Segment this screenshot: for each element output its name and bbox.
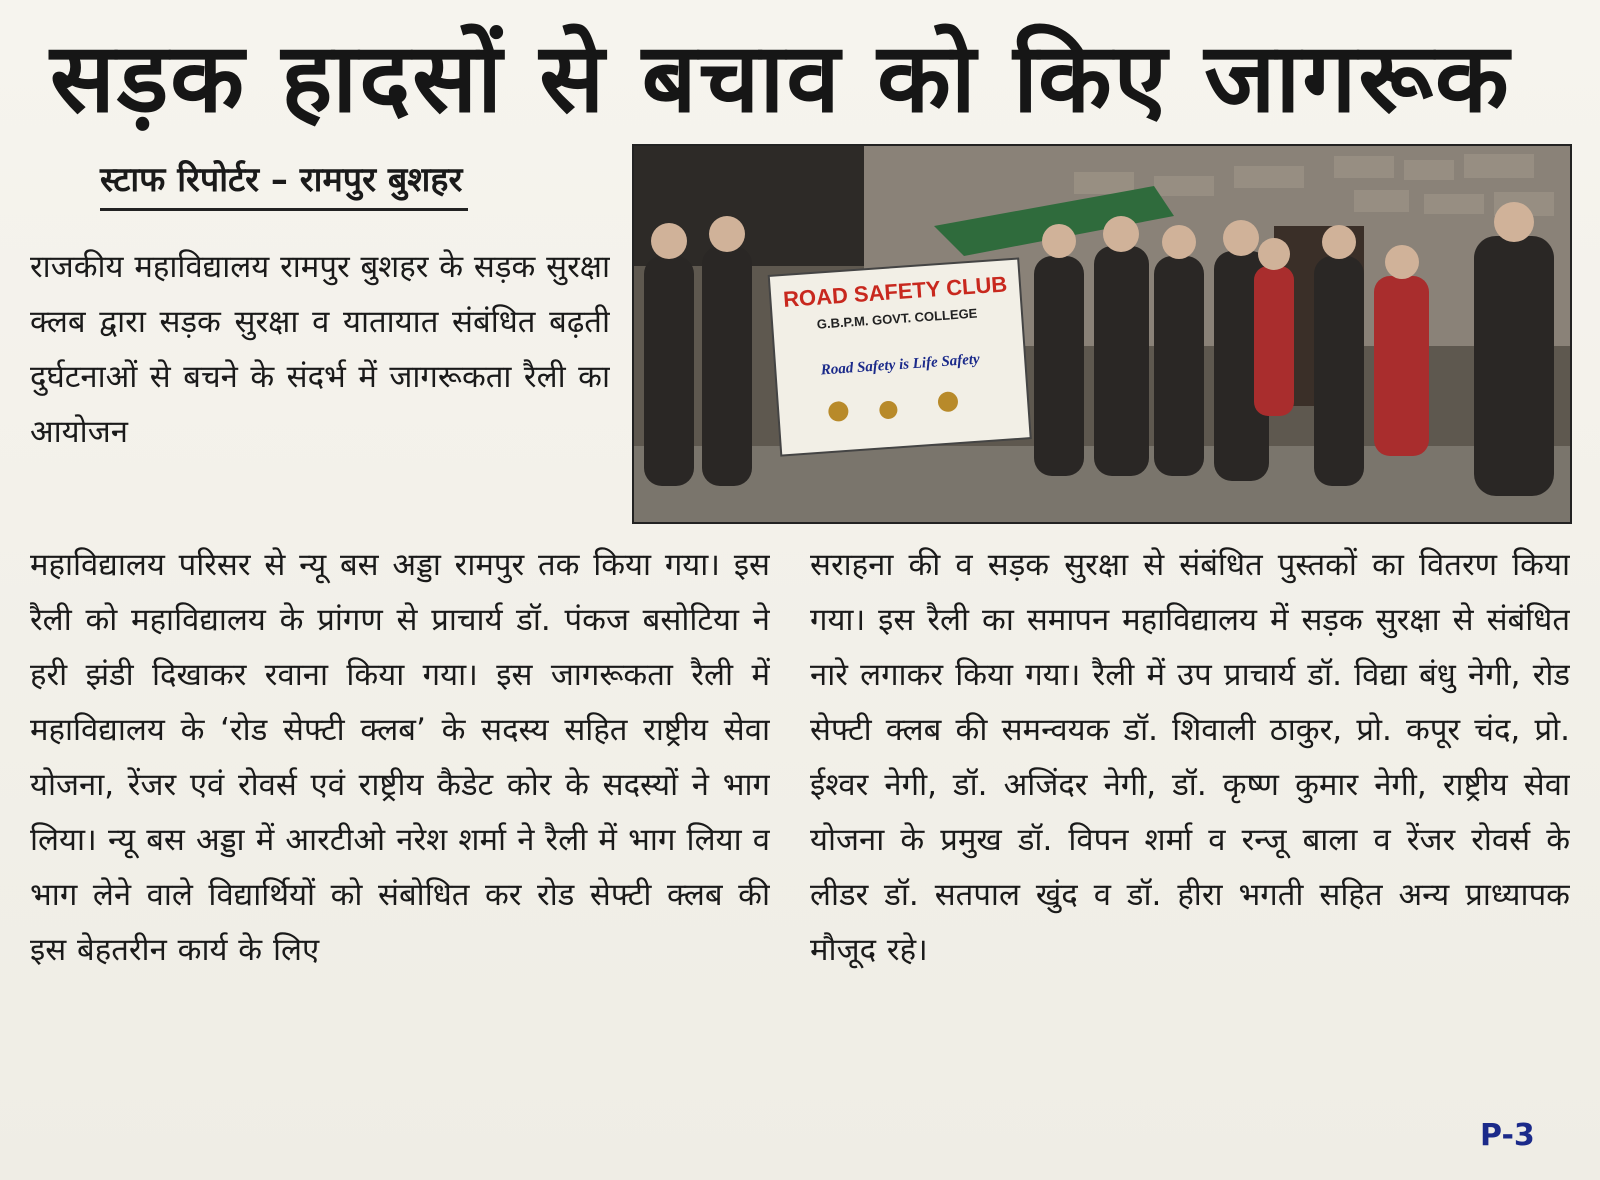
banner-college: G.B.P.M. GOVT. COLLEGE (816, 305, 978, 332)
headline: सड़क हादसों से बचाव को किए जागरूक (50, 22, 1511, 134)
rally-photo-illustration (634, 146, 1570, 522)
article-body-left-top: राजकीय महाविद्यालय रामपुर बुशहर के सड़क सुरक्षा क्लब द्वारा सड़क सुरक्षा व यातायात संबंधित बढ़ती दुर्घटनाओं से बचने के संदर्भ में जागरूकता रैली का आयोजन (30, 249, 610, 450)
banner-slogan: Road Safety is Life Safety (820, 351, 981, 379)
handwritten-page-mark: P-3 (1480, 1118, 1535, 1153)
article-body-left-bottom: महाविद्यालय परिसर से न्यू बस अड्डा रामपुर तक किया गया। इस रैली को महाविद्यालय के प्रांगण से प्राचार्य डॉ. पंकज बसोटिया ने हरी झंडी दिखाकर रवाना किया गया। इस जागरूकता रैली में महाविद्यालय के ‘रोड सेफ्टी क्लब’ के सदस्य सहित राष्ट्रीय सेवा योजना, रेंजर एवं रोवर्स एवं राष्ट्रीय कैडेट कोर के सदस्यों ने भाग लिया। न्यू बस अड्डा में आरटीओ नरेश शर्मा ने रैली में भाग लिया व भाग लेने वाले विद्यार्थियों को संबोधित कर रोड सेफ्टी क्लब की इस बेहतरीन कार्य के लिए (30, 547, 770, 968)
rally-photo (632, 144, 1572, 524)
banner-title: ROAD SAFETY CLUB (782, 271, 1009, 312)
byline: स्टाफ रिपोर्टर – रामपुर बुशहर (100, 152, 468, 211)
article-body-right: सराहना की व सड़क सुरक्षा से संबंधित पुस्तकों का वितरण किया गया। इस रैली का समापन महाविद्यालय में सड़क सुरक्षा से संबंधित नारे लगाकर किया गया। रैली में उप प्राचार्य डॉ. विद्या बंधु नेगी, रोड सेफ्टी क्लब की समन्वयक डॉ. शिवाली ठाकुर, प्रो. कपूर चंद, प्रो. ईश्वर नेगी, डॉ. अजिंदर नेगी, डॉ. कृष्ण कुमार नेगी, राष्ट्रीय सेवा योजना के प्रमुख डॉ. विपन शर्मा व रन्जू बाला व रेंजर रोवर्स के लीडर डॉ. सतपाल खुंद व डॉ. हीरा भगती सहित अन्य प्राध्यापक मौजूद रहे। (810, 547, 1570, 968)
